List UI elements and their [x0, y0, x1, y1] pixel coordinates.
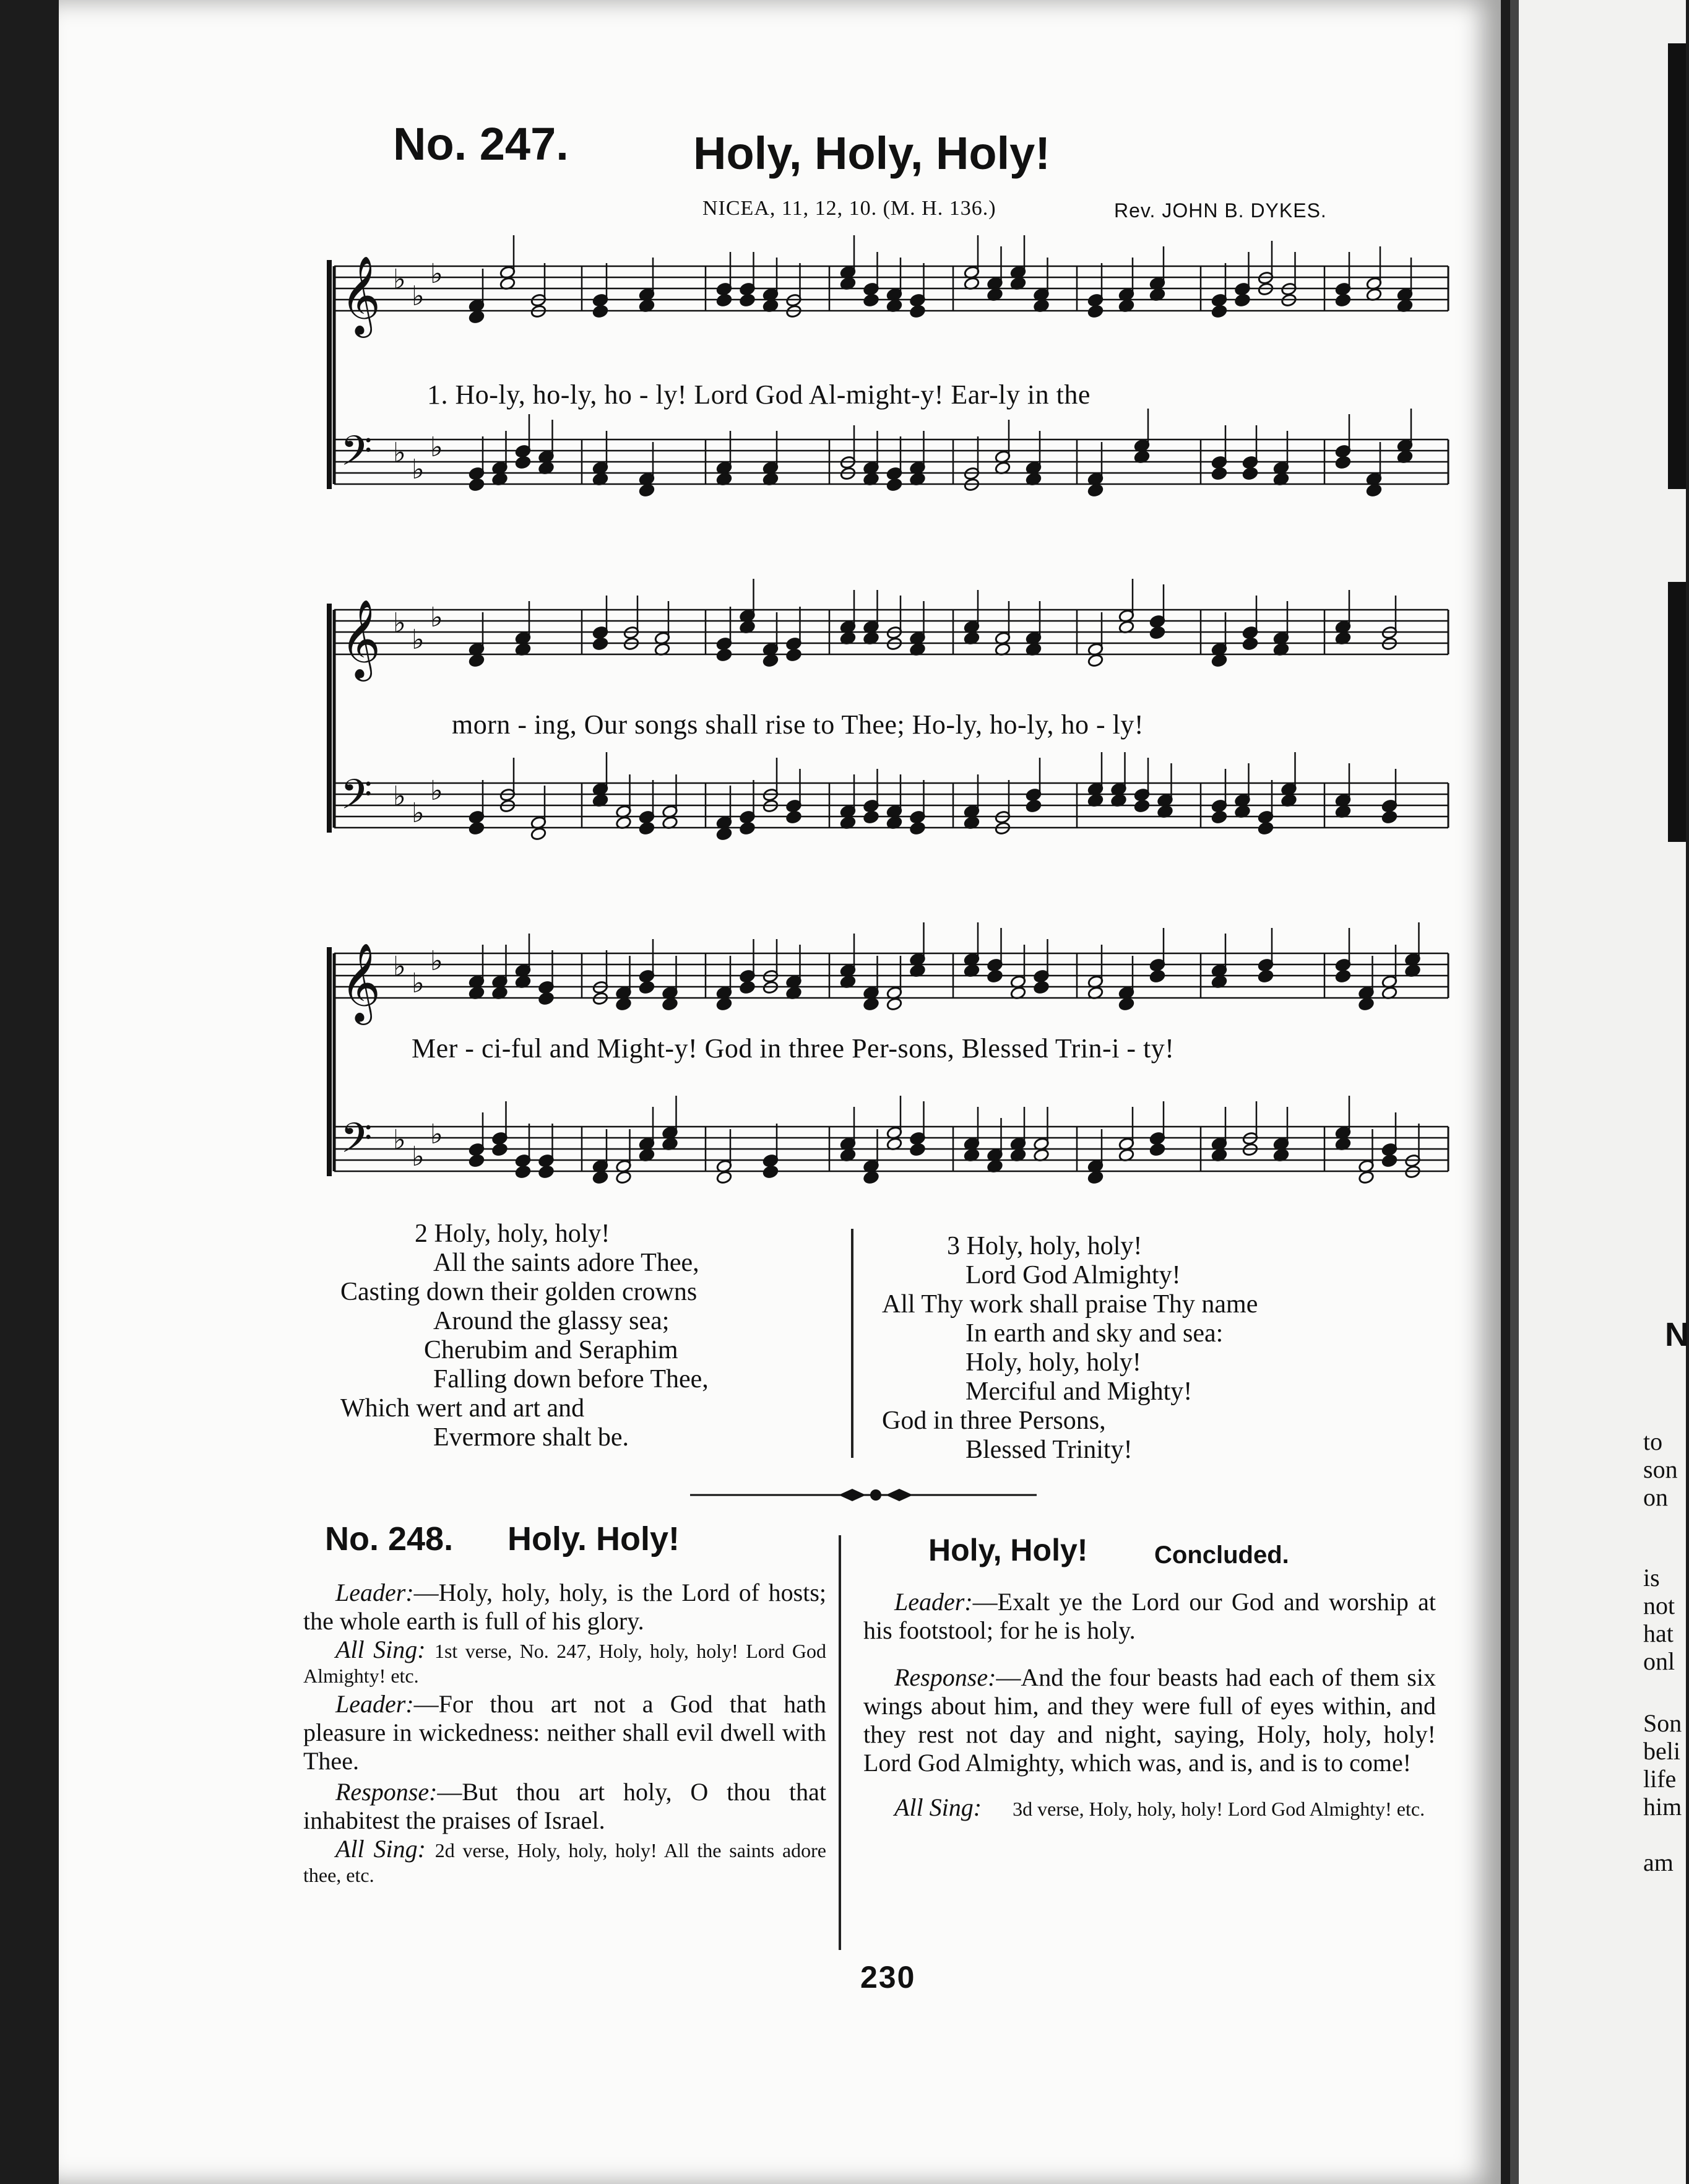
responsive-entry [303, 1690, 826, 1775]
svg-text:♭: ♭ [412, 454, 425, 485]
verse-divider [851, 1229, 853, 1458]
facing-border [1668, 582, 1686, 842]
fragment: son [1643, 1455, 1678, 1483]
svg-text:♭: ♭ [393, 951, 406, 982]
svg-text:♭: ♭ [412, 1141, 425, 1172]
speaker-label: Leader: [335, 1690, 414, 1718]
verse-line: 2 Holy, holy, holy! [415, 1220, 610, 1248]
entry-text: 2d verse, Holy, holy, holy! All the saints adore thee, etc. [303, 1839, 827, 1886]
responsive-entry [303, 1837, 826, 1887]
verse-line: Lord God Almighty! [965, 1261, 1181, 1289]
page-gutter [1510, 0, 1519, 2184]
speaker-label: All Sing: [894, 1793, 982, 1821]
verse-2 [340, 1220, 885, 1452]
svg-text:♭: ♭ [393, 264, 406, 295]
responsive-title: Holy. Holy! [508, 1520, 680, 1558]
svg-text:𝄢: 𝄢 [340, 1114, 373, 1172]
fragment: is [1643, 1564, 1660, 1592]
svg-text:♭: ♭ [412, 280, 425, 312]
fragment: am [1643, 1848, 1674, 1876]
verse-line: In earth and sky and sea: [965, 1319, 1224, 1348]
svg-text:𝄞: 𝄞 [340, 942, 381, 1021]
ornament-divider [690, 1483, 1037, 1507]
concluded-title: Holy, Holy! [928, 1533, 1088, 1567]
responsive-number: No. 248. [325, 1520, 454, 1558]
verse-line: God in three Persons, [882, 1406, 1106, 1435]
fragment: not [1643, 1592, 1675, 1619]
entry-text: —For thou art not a God that hath pleasure in wickedness: neither shall evil dwell with Thee. [303, 1690, 826, 1775]
hymnal-page [59, 0, 1501, 2184]
svg-text:♭: ♭ [430, 945, 443, 977]
tune-meter: NICEA, 11, 12, 10. (M. H. 136.) [702, 197, 996, 220]
verse-line: Merciful and Mighty! [965, 1377, 1193, 1406]
lyrics-line-3: Mer - ci-ful and Might-y! God in three Per-sons, Blessed Trin-i - ty! [412, 1033, 1175, 1064]
verse-line: Evermore shalt be. [433, 1423, 629, 1452]
svg-text:♭: ♭ [430, 431, 443, 463]
verse-line: All the saints adore Thee, [433, 1249, 699, 1277]
verse-line: All Thy work shall praise Thy name [882, 1290, 1258, 1319]
verse-line: Casting down their golden crowns [340, 1278, 698, 1306]
facing-border [1668, 43, 1686, 489]
svg-text:♭: ♭ [393, 437, 406, 469]
verse-line: Around the glassy sea; [433, 1307, 670, 1335]
lyrics-line-1: 1. Ho-ly, ho-ly, ho - ly! Lord God Al-might-y! Ear-ly in the [427, 379, 1091, 410]
svg-text:♭: ♭ [393, 1124, 406, 1156]
facing-page-edge [1510, 0, 1689, 2184]
svg-text:♭: ♭ [430, 258, 443, 290]
speaker-label: Response: [335, 1778, 438, 1806]
entry-text: —Holy, holy, holy, is the Lord of hosts; the whole earth is full of his glory. [303, 1579, 826, 1635]
svg-text:♭: ♭ [430, 775, 443, 807]
fragment: beli [1643, 1737, 1680, 1765]
responsive-entry [303, 1579, 826, 1636]
svg-text:𝄢: 𝄢 [340, 427, 373, 485]
entry-text: 3d verse, Holy, holy, holy! Lord God Almighty! etc. [1013, 1798, 1425, 1820]
entry-text: —But thou art holy, O thou that inhabitest the praises of Israel. [303, 1778, 826, 1834]
fragment: onl [1643, 1647, 1675, 1675]
svg-text:♭: ♭ [430, 1119, 443, 1150]
fragment: life [1643, 1765, 1677, 1793]
verse-line: Cherubim and Seraphim [424, 1336, 678, 1364]
svg-text:♭: ♭ [412, 968, 425, 999]
verse-line: Holy, holy, holy! [965, 1348, 1141, 1377]
responsive-left-column [303, 1579, 826, 1887]
svg-text:♭: ♭ [412, 797, 425, 829]
responsive-entry [303, 1778, 826, 1835]
fragment: him [1643, 1793, 1682, 1821]
entry-text: —And the four beasts had each of them six wings about him, and they were full of eyes within, and they rest not day and night, saying, Holy, holy, holy! Lord God Almighty, which was, and is, and is to come! [863, 1663, 1436, 1777]
hymn-title: Holy, Holy, Holy! [693, 128, 1050, 179]
fragment: to [1643, 1428, 1663, 1455]
fragment: hat [1643, 1619, 1674, 1647]
fragment: N [1665, 1316, 1689, 1353]
concluded-label: Concluded. [1154, 1541, 1289, 1569]
column-divider [839, 1535, 841, 1950]
entry-text: —Exalt ye the Lord our God and worship at his footstool; for he is holy. [863, 1588, 1436, 1644]
page-number: 230 [860, 1960, 916, 1995]
composer: Rev. JOHN B. DYKES. [1114, 199, 1327, 222]
responsive-entry [303, 1638, 826, 1688]
music-system-1 [334, 241, 1448, 501]
verse-3 [882, 1232, 1451, 1465]
svg-text:𝄞: 𝄞 [340, 255, 381, 334]
verse-line: Blessed Trinity! [965, 1436, 1133, 1464]
svg-text:♭: ♭ [430, 602, 443, 633]
verse-line: Which wert and art and [340, 1394, 585, 1423]
responsive-entry [863, 1663, 1436, 1777]
speaker-label: Leader: [894, 1588, 973, 1616]
speaker-label: Leader: [335, 1579, 414, 1606]
svg-text:𝄞: 𝄞 [340, 599, 381, 678]
speaker-label: All Sing: [335, 1636, 426, 1663]
speaker-label: Response: [894, 1663, 996, 1691]
svg-text:♭: ♭ [412, 624, 425, 656]
speaker-label: All Sing: [335, 1835, 426, 1863]
verse-line: Falling down before Thee, [433, 1365, 709, 1393]
svg-text:♭: ♭ [393, 607, 406, 639]
responsive-entry [863, 1588, 1436, 1645]
hymn-number: No. 247. [393, 118, 569, 170]
entry-text: 1st verse, No. 247, Holy, holy, holy! Lord God Almighty! etc. [303, 1640, 827, 1687]
fragment: Son [1643, 1709, 1682, 1737]
responsive-right-column [863, 1588, 1436, 1821]
responsive-entry [863, 1793, 1436, 1821]
lyrics-line-2: morn - ing, Our songs shall rise to Thee; Ho-ly, ho-ly, ho - ly! [452, 709, 1144, 740]
svg-text:𝄢: 𝄢 [340, 771, 373, 828]
verse-line: 3 Holy, holy, holy! [947, 1232, 1143, 1260]
fragment: on [1643, 1483, 1668, 1511]
svg-text:♭: ♭ [393, 781, 406, 812]
